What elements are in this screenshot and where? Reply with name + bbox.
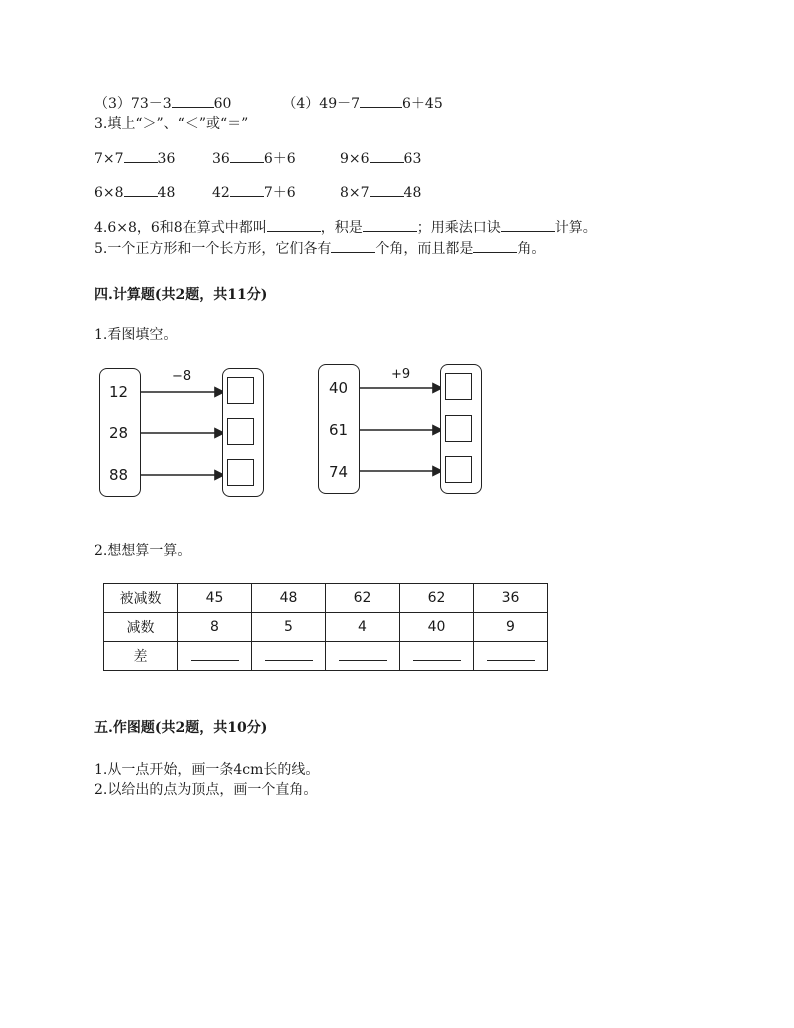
answer-box[interactable] (445, 415, 472, 442)
answer-blank[interactable] (124, 184, 158, 197)
row-label-minuend: 被减数 (104, 584, 178, 613)
row-label-difference: 差 (104, 642, 178, 671)
compare-left: 8×7 (340, 185, 370, 201)
table-cell: 4 (326, 613, 400, 642)
answer-blank[interactable] (331, 240, 375, 253)
question-4-text-b: ，积是 (320, 220, 363, 236)
answer-blank[interactable] (265, 648, 313, 661)
table-cell: 8 (178, 613, 252, 642)
answer-box[interactable] (227, 459, 254, 486)
input-number: 61 (329, 421, 349, 439)
table-cell: 40 (400, 613, 474, 642)
question-4-text-a: 4.6×8，6和8在算式中都叫 (94, 220, 267, 236)
compare-right: 6＋6 (263, 151, 296, 167)
table-cell: 45 (178, 584, 252, 613)
compare-right: 48 (157, 185, 176, 201)
section-4-q1: 1.看图填空。 (94, 327, 178, 343)
table-cell (400, 642, 474, 671)
answer-blank[interactable] (363, 219, 417, 232)
subtraction-table (103, 583, 548, 671)
mapping-diagram (96, 360, 496, 500)
part3-expr: （3）73－3 (94, 96, 172, 112)
compare-row-2 (94, 184, 175, 202)
compare-left: 6×8 (94, 185, 124, 201)
answer-box[interactable] (445, 373, 472, 400)
compare-row-1 (94, 150, 175, 168)
section-5-heading: 五.作图题(共2题，共10分) (94, 720, 268, 736)
compare-left: 7×7 (94, 151, 124, 167)
compare-row-2c (340, 184, 421, 202)
answer-blank[interactable] (230, 184, 264, 197)
question-4-text-d: 计算。 (554, 220, 597, 236)
compare-left: 42 (212, 185, 230, 201)
question-5-text-a: 5.一个正方形和一个长方形，它们各有 (94, 241, 332, 257)
question-3-4-line (94, 95, 443, 113)
answer-blank[interactable] (487, 648, 535, 661)
compare-row-1c (340, 150, 421, 168)
answer-box[interactable] (227, 377, 254, 404)
table-cell: 62 (326, 584, 400, 613)
table-cell: 9 (474, 613, 548, 642)
answer-blank[interactable] (413, 648, 461, 661)
table-row (104, 613, 548, 642)
question-3-title: 3.填上“＞”、“＜”或“＝” (94, 116, 249, 132)
table-cell (178, 642, 252, 671)
row-label-subtrahend: 减数 (104, 613, 178, 642)
answer-blank[interactable] (360, 95, 402, 108)
table-cell: 48 (252, 584, 326, 613)
section-4-heading: 四.计算题(共2题，共11分) (94, 287, 268, 303)
compare-right: 36 (157, 151, 176, 167)
section-4-q2: 2.想想算一算。 (94, 543, 192, 559)
question-5-text-b: 个角，而且都是 (375, 241, 474, 257)
answer-blank[interactable] (230, 150, 264, 163)
compare-left: 36 (212, 151, 230, 167)
table-row (104, 642, 548, 671)
part4-rhs: 6＋45 (402, 96, 443, 112)
answer-box[interactable] (445, 456, 472, 483)
question-4 (94, 219, 597, 237)
answer-blank[interactable] (124, 150, 158, 163)
compare-right: 7＋6 (263, 185, 296, 201)
answer-blank[interactable] (339, 648, 387, 661)
answer-blank[interactable] (473, 240, 517, 253)
answer-blank[interactable] (370, 150, 404, 163)
answer-blank[interactable] (191, 648, 239, 661)
compare-row-2b (212, 184, 296, 202)
table-cell (252, 642, 326, 671)
table-cell: 36 (474, 584, 548, 613)
question-5-text-c: 角。 (517, 241, 546, 257)
answer-blank[interactable] (267, 219, 321, 232)
answer-blank[interactable] (501, 219, 555, 232)
table-row (104, 584, 548, 613)
question-5 (94, 240, 545, 258)
operation-label: +9 (391, 367, 411, 382)
input-number: 12 (109, 383, 129, 401)
table-cell (474, 642, 548, 671)
table-cell: 62 (400, 584, 474, 613)
input-number: 40 (329, 379, 349, 397)
answer-blank[interactable] (172, 95, 214, 108)
part4-expr: （4）49－7 (282, 96, 361, 112)
compare-right: 63 (403, 151, 422, 167)
question-4-text-c: ；用乘法口诀 (416, 220, 501, 236)
table-cell: 5 (252, 613, 326, 642)
input-number: 28 (109, 424, 129, 442)
input-number: 88 (109, 466, 129, 484)
answer-box[interactable] (227, 418, 254, 445)
table-cell (326, 642, 400, 671)
input-number: 74 (329, 463, 349, 481)
compare-left: 9×6 (340, 151, 370, 167)
compare-right: 48 (403, 185, 422, 201)
compare-row-1b (212, 150, 296, 168)
section-5-q1: 1.从一点开始，画一条4cm长的线。 (94, 762, 320, 778)
answer-blank[interactable] (370, 184, 404, 197)
operation-label: −8 (172, 369, 192, 384)
section-5-q2: 2.以给出的点为顶点，画一个直角。 (94, 782, 318, 798)
arrow-layer (96, 360, 496, 500)
part3-rhs: 60 (213, 96, 232, 112)
